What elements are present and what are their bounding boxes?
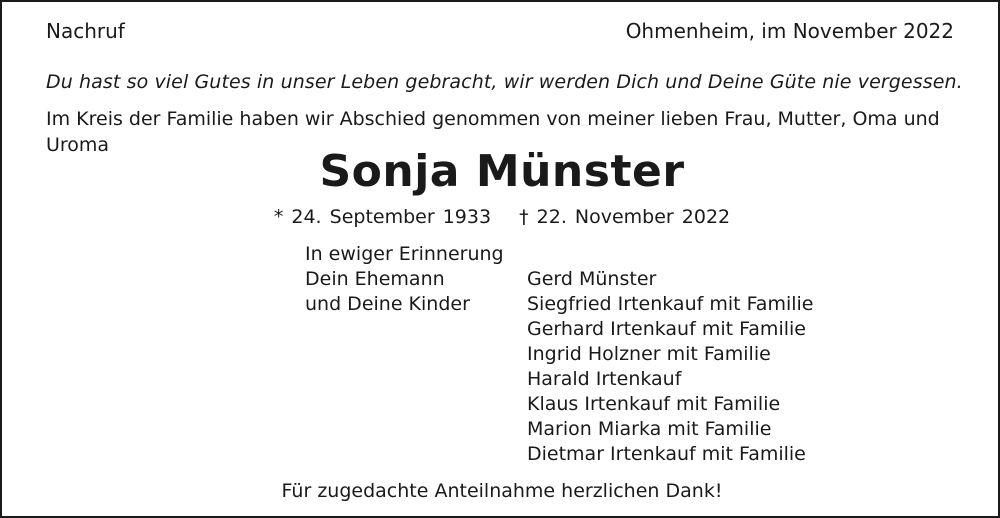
life-dates: [2, 206, 1000, 228]
mourners-list: [527, 267, 813, 467]
intro-text: Im Kreis der Familie haben wir Abschied genommen von meiner lieben Frau, Mutter, Oma und Uroma: [46, 108, 940, 156]
mourner-name: Gerhard Irtenkauf mit Familie: [527, 318, 806, 340]
mourner-name: Harald Irtenkauf: [527, 368, 682, 390]
death-date: † 22. November 2022: [519, 206, 731, 228]
mourners-intro-line: Dein Ehemann: [305, 268, 445, 290]
notice-type-label: Nachruf: [46, 19, 125, 43]
mourner-name: Siegfried Irtenkauf mit Familie: [527, 293, 814, 315]
mourner-name: Ingrid Holzner mit Familie: [527, 343, 771, 365]
deceased-name: Sonja Münster: [319, 146, 685, 197]
place-date: Ohmenheim, im November 2022: [625, 19, 954, 43]
mourner-name: Marion Miarka mit Familie: [527, 418, 772, 440]
mourner-name: Klaus Irtenkauf mit Familie: [527, 393, 781, 415]
birth-date: * 24. September 1933: [273, 206, 492, 228]
mourners-intro-line: und Deine Kinder: [305, 293, 470, 315]
mourners-intro: [305, 242, 504, 317]
mourner-name: Gerd Münster: [527, 268, 657, 290]
mourners-intro-line: In ewiger Erinnerung: [305, 243, 504, 265]
memorial-quote: Du hast so viel Gutes in unser Leben gebracht, wir werden Dich und Deine Güte nie vergessen.: [46, 71, 963, 93]
mourner-name: Dietmar Irtenkauf mit Familie: [527, 443, 806, 465]
thanks-line: Für zugedachte Anteilnahme herzlichen Dank!: [281, 480, 723, 502]
